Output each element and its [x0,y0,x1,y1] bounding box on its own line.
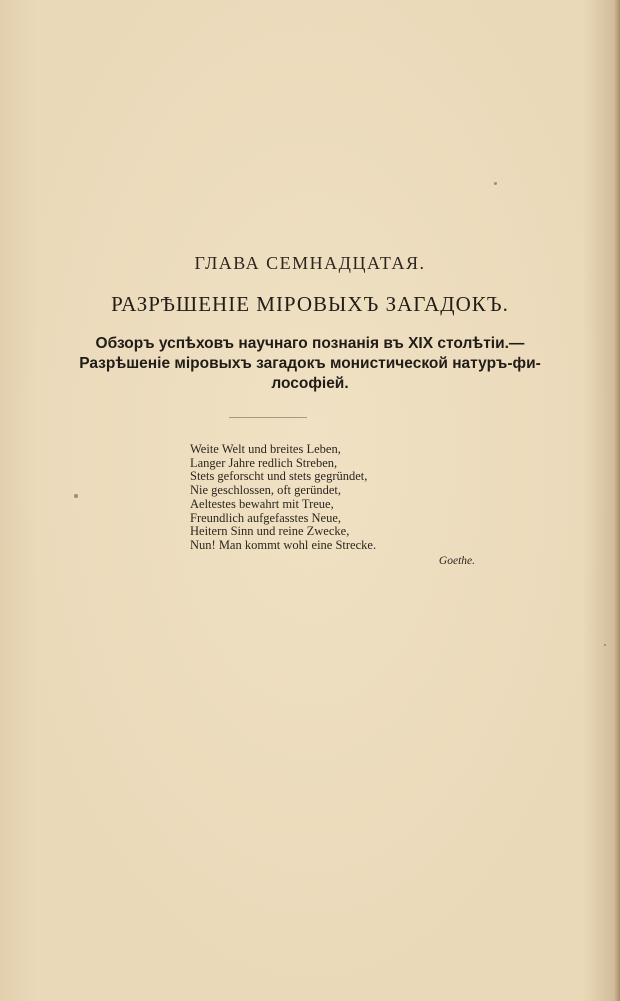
page-edge-shadow [614,0,620,1001]
summary-line: лософіей. [271,375,349,392]
epigraph-attribution: Goethe. [438,555,475,567]
poem-line: Nun! Man kommt wohl eine Strecke. [190,537,377,552]
poem-line: Weite Welt und breites Leben, [190,442,341,456]
summary-line: Обзоръ успѣховъ научнаго познанія въ XIX столѣтіи.— [95,335,525,352]
chapter-summary [60,334,560,394]
poem-line: Nie geschlossen, oft geründet, [190,483,342,498]
paper-speck [494,182,497,185]
section-divider [229,417,307,418]
poem-line: Aeltestes bewahrt mit Treue, [190,496,334,511]
paper-speck [74,494,78,498]
epigraph-poem [190,443,450,553]
paper-speck [604,644,606,646]
poem-line: Freundlich aufgefasstes Neue, [190,510,341,525]
chapter-number-heading: ГЛАВА СЕМНАДЦАТАЯ. [194,253,426,273]
poem-line: Langer Jahre redlich Streben, [190,455,338,470]
summary-line: Разрѣшеніе міровыхъ загадокъ монистической натуръ-фи- [79,355,541,372]
poem-line: Stets geforscht und stets gegründet, [190,469,368,484]
chapter-title: РАЗРѢШЕНІЕ МІРОВЫХЪ ЗАГАДОКЪ. [111,292,509,316]
poem-line: Heitern Sinn und reine Zwecke, [190,524,350,539]
